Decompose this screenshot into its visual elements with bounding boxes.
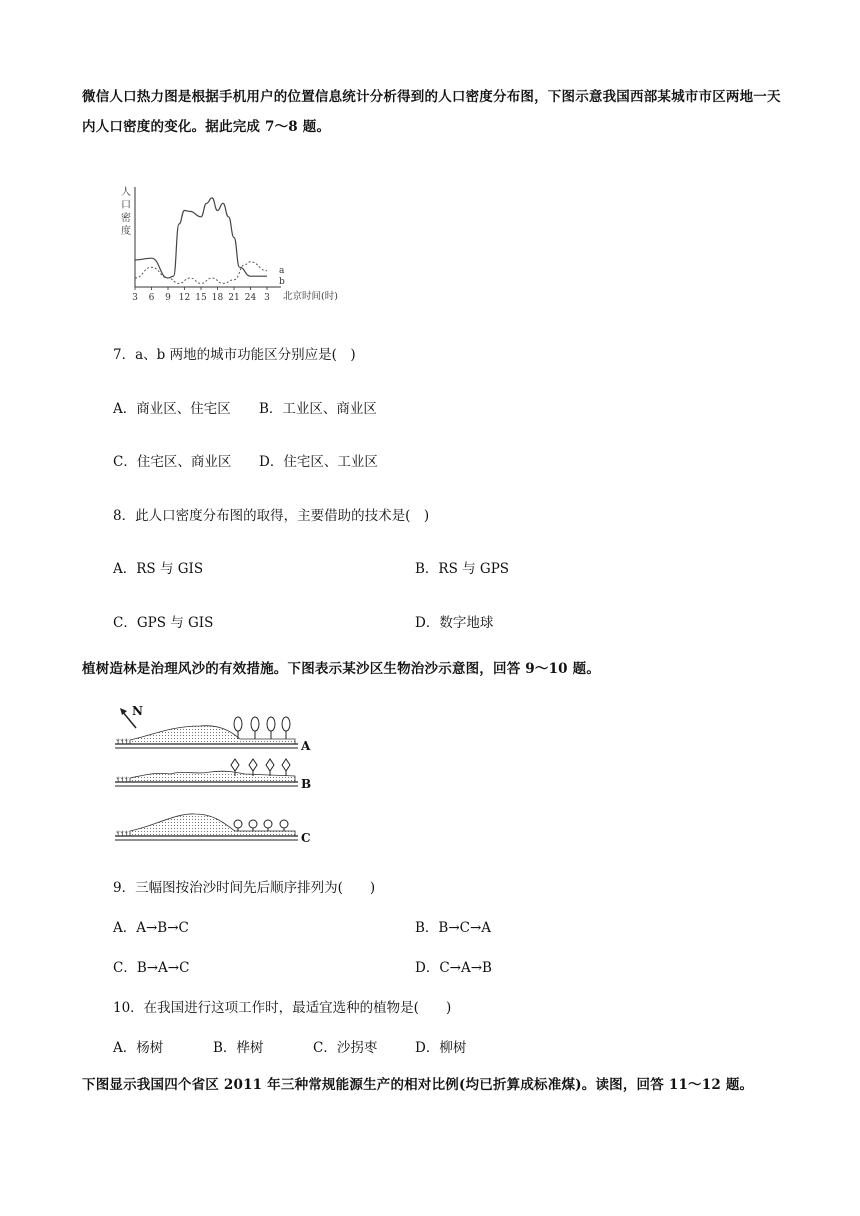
question-10-option-d[interactable]: D．柳树	[415, 1040, 467, 1056]
panel-a-dune	[130, 726, 295, 744]
panel-c-grass-icon: ⲯⲯⲯ	[116, 828, 129, 837]
x-tick-label: 6	[148, 293, 155, 303]
question-7-option-c[interactable]: C．住宅区、商业区	[113, 454, 232, 470]
section-2-intro: 植树造林是治理风沙的有效措施。下图表示某沙区生物治沙示意图，回答 9～10 题。	[82, 661, 601, 677]
question-7-option-d[interactable]: D．住宅区、工业区	[259, 454, 378, 470]
panel-a-grass-icon: ⲯⲯⲯ	[116, 736, 129, 745]
population-density-chart-svg	[115, 183, 355, 308]
section-3-intro: 下图显示我国四个省区 2011 年三种常规能源生产的相对比例(均已折算成标准煤)。读图，回答 11～12 题。	[82, 1077, 754, 1093]
question-10-option-a[interactable]: A．杨树	[113, 1040, 164, 1056]
series-label-b: b	[279, 277, 285, 287]
series-label-a: a	[279, 266, 285, 276]
chart-ylabel-char-2: 口	[121, 200, 131, 211]
x-tick-label: 3	[132, 293, 138, 303]
question-8-option-d[interactable]: D．数字地球	[415, 615, 494, 631]
x-tick-label: 24	[244, 293, 257, 303]
panel-c	[115, 814, 311, 845]
x-tick-label: 12	[178, 293, 191, 303]
question-7-option-a[interactable]: A．商业区、住宅区	[113, 401, 231, 417]
sand-control-diagram-svg	[110, 698, 325, 850]
question-10-stem: 10．在我国进行这项工作时，最适宜选种的植物是( )	[113, 1000, 452, 1016]
question-9-option-a[interactable]: A．A→B→C	[113, 920, 189, 936]
panel-b-grass-icon: ⲯⲯⲯ	[116, 774, 129, 783]
question-8-stem: 8．此人口密度分布图的取得，主要借助的技术是( )	[113, 508, 430, 524]
question-7-stem: 7．a、b 两地的城市功能区分别应是( )	[113, 347, 356, 363]
question-9-option-c[interactable]: C．B→A→C	[113, 960, 190, 976]
question-7-option-b[interactable]: B．工业区、商业区	[259, 401, 377, 417]
population-density-chart	[115, 183, 355, 308]
question-10-option-c[interactable]: C．沙拐枣	[313, 1040, 378, 1056]
panel-a-label: A	[301, 739, 311, 753]
question-8-option-b[interactable]: B．RS 与 GPS	[415, 561, 510, 577]
question-9-option-d[interactable]: D．C→A→B	[415, 960, 492, 976]
chart-ylabel-char-1: 人	[121, 187, 131, 198]
x-tick-label: 3	[264, 293, 270, 303]
panel-c-trees-icon	[234, 820, 288, 831]
north-label: N	[132, 704, 143, 718]
panel-c-dune	[130, 814, 295, 836]
question-9-stem: 9．三幅图按治沙时间先后顺序排列为( )	[113, 880, 376, 896]
sand-control-diagram	[110, 698, 325, 850]
x-tick-label: 18	[211, 293, 224, 303]
panel-b	[115, 759, 311, 791]
series-line-a	[135, 198, 267, 278]
question-8-option-a[interactable]: A．RS 与 GIS	[113, 561, 204, 577]
question-8-option-c[interactable]: C．GPS 与 GIS	[113, 615, 214, 631]
panel-a	[115, 717, 311, 753]
x-tick-label: 15	[195, 293, 207, 303]
chart-xlabel: 北京时间(时)	[283, 291, 338, 302]
chart-ylabel-char-4: 度	[121, 226, 131, 237]
panel-c-label: C	[301, 831, 311, 845]
x-tick-label: 21	[228, 293, 240, 303]
section-1-intro: 微信人口热力图是根据手机用户的位置信息统计分析得到的人口密度分布图，下图示意我国西部某城市市区两地一天内人口密度的变化。据此完成 7～8 题。	[82, 89, 781, 135]
question-10-option-b[interactable]: B．桦树	[213, 1040, 264, 1056]
x-tick-label: 9	[165, 293, 171, 303]
chart-ylabel-char-3: 密	[121, 213, 131, 224]
question-9-option-b[interactable]: B．B→C→A	[415, 920, 492, 936]
panel-b-label: B	[301, 777, 312, 791]
panel-a-trees-icon	[234, 717, 290, 739]
series-line-b	[135, 262, 267, 284]
